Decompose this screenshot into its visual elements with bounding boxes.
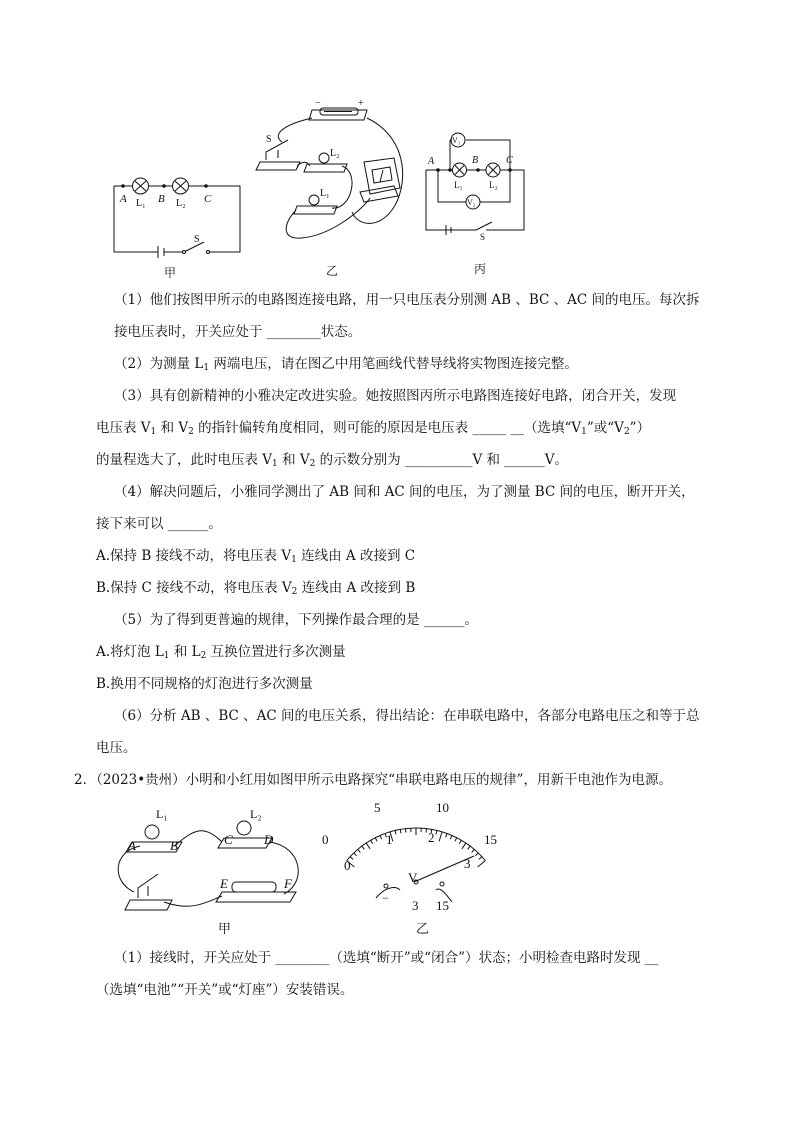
yi-label-plus: +: [358, 98, 364, 109]
figure-bing-caption: 丙: [474, 262, 487, 276]
meter-tick: [400, 829, 401, 833]
t: 1: [581, 427, 587, 437]
figure-q2-jia-caption: 甲: [218, 921, 232, 936]
figure-jia-caption: 甲: [164, 266, 177, 280]
figure-jia-circuit-diagram: [108, 176, 248, 261]
meter-outer-tick-10: 10: [436, 800, 449, 815]
q2-jia-label-l2: L₂: [250, 807, 262, 821]
q2-jia-label-d: D: [264, 832, 274, 847]
meter-tick: [436, 830, 437, 834]
q2-jia-label-l1: L₁: [156, 807, 168, 821]
bing-label-s: S: [480, 232, 486, 242]
q1-part5-option-b: B.换用不同规格的灯泡进行多次测量: [96, 676, 313, 692]
q2-stem: 2．（2023•贵州）小明和小红用如图甲所示电路探究“串联电路电压的规律”，用新干电池作为电源。: [74, 772, 672, 788]
bing-label-a: A: [428, 156, 435, 167]
jia-label-l2: L₂: [176, 198, 186, 209]
t: 1: [291, 555, 297, 565]
meter-unit-v: V: [408, 870, 418, 885]
q1-part4-option-b: [96, 578, 696, 598]
t: 2: [309, 459, 316, 469]
q1-part4-line2: 接下来可以 ______。: [96, 516, 222, 532]
bing-label-l1: L₁: [454, 180, 463, 190]
meter-term-15: 15: [436, 898, 449, 913]
figure-bing-circuit-diagram: [416, 130, 531, 245]
q1-part4-option-a: [96, 546, 696, 566]
q1-part2-sub: 1: [203, 363, 210, 373]
meter-tick: [468, 846, 470, 849]
q2-part1-line1: （1）接线时，开关应处于 ________（选填“断开”或“闭合”）状态；小明检查电路时发现 __: [114, 950, 659, 966]
meter-tick: [450, 835, 452, 839]
q1-part1-line2: 接电压表时，开关应处于 ________状态。: [114, 324, 362, 340]
t: 1: [163, 651, 170, 661]
blank-v-select: 的指针偏转角度相同，则可能的原因是电压表 _____ __（选填“V: [193, 420, 582, 436]
meter-tick: [478, 861, 486, 867]
jia-label-l1: L₁: [136, 198, 146, 209]
meter-tick: [472, 849, 475, 852]
meter-tick: [459, 840, 461, 843]
meter-term-minus: −: [382, 891, 389, 905]
q1-part3-line2: [96, 418, 696, 438]
q1-part6-line2: 电压。: [96, 740, 137, 756]
bing-label-v2: V₂: [467, 198, 476, 207]
meter-inner-tick-2: 2: [428, 830, 435, 845]
q1-part4-line1: （4）解决问题后，小雅同学测出了 AB 间和 AC 间的电压，为了测量 BC 间的电压，断开开关，: [114, 484, 695, 500]
t: 1: [272, 459, 278, 469]
meter-tick: [358, 849, 361, 852]
figure-q2-jia-physical-circuit: [112, 802, 312, 922]
q2-jia-label-b: B: [170, 838, 178, 853]
blank-readings: 的示数分别为 __________V 和 ______V。: [315, 452, 569, 468]
t: A.保持 B 接线不动，将电压表 V: [96, 548, 292, 564]
meter-tick: [371, 840, 373, 843]
t: ”或“V: [586, 420, 624, 436]
meter-tick: [462, 843, 466, 849]
bing-label-v1: V₁: [452, 136, 461, 145]
meter-tick: [475, 853, 478, 856]
meter-outer-tick-5: 5: [374, 800, 381, 815]
t: 和 V: [156, 420, 189, 436]
bing-label-c: C: [506, 155, 513, 166]
t: 的量程选大了，此时电压表 V: [96, 452, 273, 468]
q1-part2-pre: （2）为测量 L: [114, 356, 204, 372]
t: A.将灯泡 L: [96, 644, 164, 660]
t: 2: [623, 427, 630, 437]
t: 和 V: [277, 452, 310, 468]
meter-outer-tick-15: 15: [484, 832, 497, 847]
q2-part1-line2: （选填“电池”“开关”或“灯座”）安装错误。: [96, 982, 354, 998]
q1-part3-line1: （3）具有创新精神的小雅决定改进实验。她按照图丙所示电路图连接好电路，闭合开关，发现: [114, 388, 677, 404]
meter-inner-tick-3: 3: [464, 856, 471, 871]
t: 2: [188, 427, 194, 437]
meter-tick: [439, 832, 442, 842]
bing-label-l2: L₂: [489, 180, 498, 190]
t: 2: [200, 651, 207, 661]
meter-outer-tick-0: 0: [322, 832, 329, 847]
figure-q2-yi-caption: 乙: [416, 921, 430, 936]
jia-label-c: C: [204, 193, 212, 205]
q2-jia-label-e: E: [220, 876, 228, 891]
yi-label-minus: −: [315, 98, 321, 109]
t: 2: [291, 587, 298, 597]
q2-jia-label-a: A: [128, 838, 136, 853]
meter-inner-tick-0: 0: [344, 858, 351, 873]
q1-part5-option-a: [96, 642, 696, 662]
q1-part3-line3: [96, 450, 696, 470]
yi-label-s: S: [266, 134, 272, 145]
meter-inner-tick-1: 1: [386, 832, 393, 847]
q1-part2-post: 两端电压，请在图乙中用笔画线代替导线将实物图连接完整。: [209, 356, 578, 372]
figure-yi-physical-circuit: [252, 100, 412, 250]
meter-tick: [350, 857, 353, 860]
meter-tick: [479, 857, 482, 860]
jia-label-a: A: [120, 193, 127, 205]
q2-jia-label-c: C: [224, 832, 233, 847]
meter-tick: [446, 834, 447, 838]
yi-label-l2: L₂: [330, 148, 340, 159]
bing-label-b: B: [472, 155, 479, 166]
figure-q2-yi-voltmeter-dial: [316, 798, 516, 918]
q1-part5: （5）为了得到更普遍的规律，下列操作最合理的是 ______。: [114, 612, 478, 628]
meter-tick: [362, 846, 364, 849]
yi-label-l1: L₁: [320, 188, 330, 199]
t: 1: [150, 427, 157, 437]
t: 电压表 V: [96, 420, 151, 436]
q2-jia-label-f: F: [284, 876, 292, 891]
jia-label-b: B: [158, 193, 165, 205]
meter-term-3: 3: [412, 898, 419, 913]
meter-tick: [395, 830, 396, 834]
t: B.保持 C 接线不动，将电压表 V: [96, 580, 292, 596]
q1-part2: [114, 354, 714, 374]
t: ”）: [629, 420, 651, 436]
meter-tick: [380, 835, 382, 839]
meter-tick: [375, 838, 377, 842]
meter-tick: [366, 843, 370, 849]
t: 连线由 A 改接到 B: [297, 580, 416, 596]
meter-tick: [455, 838, 457, 842]
q1-part1-line1: （1）他们按图甲所示的电路图连接电路，用一只电压表分别测 AB 、BC 、AC 间的电压。每次拆: [114, 292, 700, 308]
t: 连线由 A 改接到 C: [296, 548, 416, 564]
t: 互换位置进行多次测量: [206, 644, 346, 660]
jia-label-s: S: [194, 234, 200, 245]
q1-part6-line1: （6）分析 AB 、BC 、AC 间的电压关系，得出结论：在串联电路中，各部分电路电压之和等于总: [114, 708, 700, 724]
meter-tick: [354, 853, 357, 856]
figure-yi-caption: 乙: [326, 264, 339, 278]
t: 和 L: [169, 644, 201, 660]
